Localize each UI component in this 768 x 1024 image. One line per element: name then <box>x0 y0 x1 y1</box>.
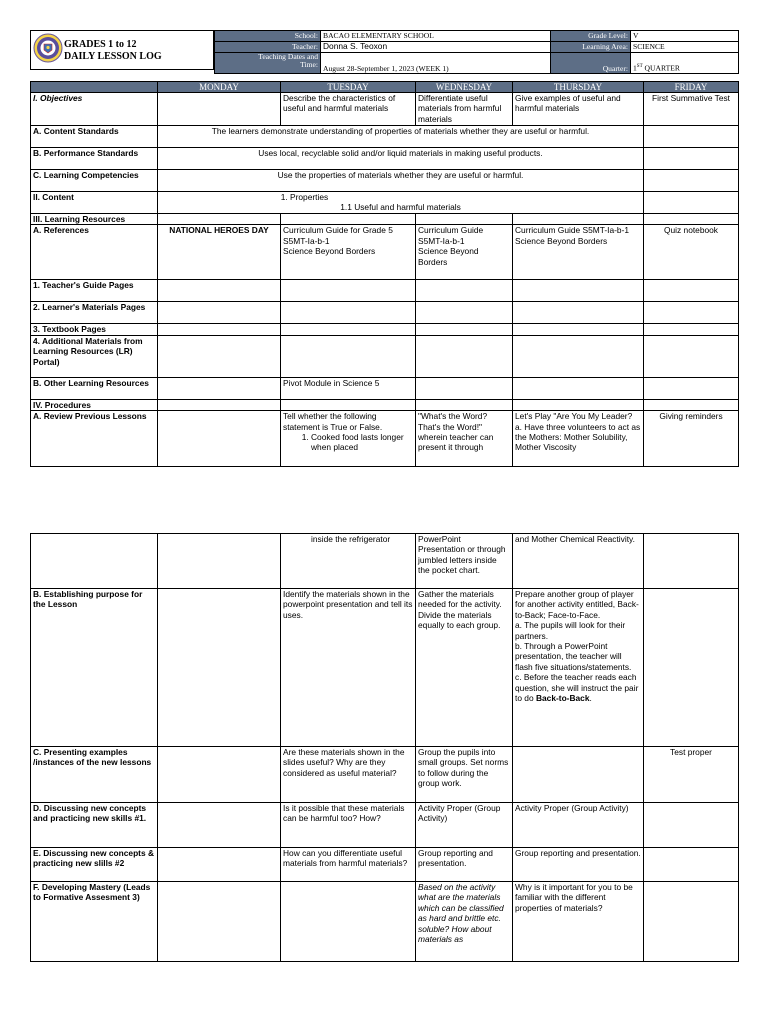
cell-presenting-thu <box>513 747 644 803</box>
cell-disc2-tue: How can you differentiate useful materials from harmful materials? <box>281 848 416 882</box>
cell-content-fri <box>644 192 739 214</box>
row-lm-pages <box>31 302 739 324</box>
label-references: A. References <box>31 225 158 280</box>
cell-other-fri <box>644 377 739 399</box>
cell-disc1-fri <box>644 803 739 848</box>
row-review-continued <box>31 534 739 589</box>
cell-mastery-fri <box>644 882 739 962</box>
cell-disc1-thu: Activity Proper (Group Activity) <box>513 803 644 848</box>
cell-tb-wed <box>416 324 513 335</box>
cell-tg-tue <box>281 280 416 302</box>
cell-other-tue: Pivot Module in Science 5 <box>281 377 416 399</box>
cell-proc-wed <box>416 399 513 410</box>
cell-objectives-thu: Give examples of useful and harmful materials <box>513 93 644 126</box>
cell-references-wed: Curriculum Guide S5MT-Ia-b-1 Science Beyond Borders <box>416 225 513 280</box>
cell-tb-mon <box>158 324 281 335</box>
cell-review-tue <box>281 411 416 467</box>
cell-proc-tue <box>281 399 416 410</box>
content-list <box>260 192 641 202</box>
row-presenting <box>31 747 739 803</box>
cell-resources-mon <box>158 214 281 225</box>
teacher-label: Teacher: <box>215 41 321 52</box>
cell-purpose-thu <box>513 589 644 747</box>
teacher-value: Donna S. Teoxon <box>321 41 551 52</box>
cell-mastery-tue <box>281 882 416 962</box>
row-objectives <box>31 93 739 126</box>
cell-cont-label <box>31 534 158 589</box>
dates-label-line2: Time: <box>300 59 318 69</box>
row-resources <box>31 214 739 225</box>
label-mastery: F. Developing Mastery (Leads to Formative Assesment 3) <box>31 882 158 962</box>
cell-mastery-mon <box>158 882 281 962</box>
label-additional: 4. Additional Materials from Learning Resources (LR) Portal) <box>31 335 158 377</box>
cell-resources-thu <box>513 214 644 225</box>
cell-add-thu <box>513 335 644 377</box>
area-label: Learning Area: <box>551 41 631 52</box>
cell-lm-mon <box>158 302 281 324</box>
cell-purpose-tue: Identify the materials shown in the powerpoint presentation and tell its uses. <box>281 589 416 747</box>
cell-tg-fri <box>644 280 739 302</box>
row-tb-pages <box>31 324 739 335</box>
label-tb-pages: 3. Textbook Pages <box>31 324 158 335</box>
row-review <box>31 411 739 467</box>
cell-mastery-thu: Why is it important for you to be familiar with the different properties of materials? <box>513 882 644 962</box>
label-purpose: B. Establishing purpose for the Lesson <box>31 589 158 747</box>
header-border-box <box>30 30 214 70</box>
row-competencies <box>31 170 739 192</box>
cell-resources-wed <box>416 214 513 225</box>
cell-resources-fri <box>644 214 739 225</box>
cell-cont-wed: PowerPoint Presentation or through jumbled letters inside the pocket chart. <box>416 534 513 589</box>
dates-value: August 28-September 1, 2023 (WEEK 1) <box>321 52 551 73</box>
cell-competencies: Use the properties of materials whether they are useful or harmful. <box>158 170 644 192</box>
cell-proc-mon <box>158 399 281 410</box>
cell-disc1-wed: Activity Proper (Group Activity) <box>416 803 513 848</box>
row-discussing2 <box>31 848 739 882</box>
cell-add-tue <box>281 335 416 377</box>
quarter-sup: ST <box>636 64 643 70</box>
grade-label: Grade Level: <box>551 31 631 42</box>
lesson-log-table-page2 <box>30 533 739 962</box>
cell-tg-wed <box>416 280 513 302</box>
cell-cont-fri <box>644 534 739 589</box>
label-tg-pages: 1. Teacher's Guide Pages <box>31 280 158 302</box>
cell-add-wed <box>416 335 513 377</box>
cell-purpose-wed: Gather the materials needed for the activity. Divide the materials equally to each group. <box>416 589 513 747</box>
cell-other-mon <box>158 377 281 399</box>
cell-performance-fri <box>644 148 739 170</box>
day-header-blank <box>31 82 158 93</box>
content-item: 1. Properties <box>290 192 641 202</box>
label-competencies: C. Learning Competencies <box>31 170 158 192</box>
cell-lm-tue <box>281 302 416 324</box>
day-monday: MONDAY <box>158 82 281 93</box>
label-objectives: I. Objectives <box>31 93 158 126</box>
quarter-text: QUARTER <box>642 63 680 73</box>
cell-other-wed <box>416 377 513 399</box>
cell-objectives-mon <box>158 93 281 126</box>
grade-value: V <box>631 31 739 42</box>
day-header-row <box>31 82 739 93</box>
cell-disc2-mon <box>158 848 281 882</box>
row-references <box>31 225 739 280</box>
row-tg-pages <box>31 280 739 302</box>
area-value: SCIENCE <box>631 41 739 52</box>
cell-presenting-wed: Group the pupils into small groups. Set norms to follow during the group work. <box>416 747 513 803</box>
cell-cont-mon <box>158 534 281 589</box>
cell-add-fri <box>644 335 739 377</box>
row-other <box>31 377 739 399</box>
cell-purpose-mon <box>158 589 281 747</box>
quarter-label: Quarter: <box>551 52 631 73</box>
row-performance <box>31 148 739 170</box>
lesson-log-table-page1 <box>30 81 739 467</box>
cell-performance: Uses local, recyclable solid and/or liquid materials in making useful products. <box>158 148 644 170</box>
review-tue-item: 1. Cooked food lasts longer when placed <box>311 432 413 453</box>
label-procedures: IV. Procedures <box>31 399 158 410</box>
cell-objectives-tue: Describe the characteristics of useful and harmful materials <box>281 93 416 126</box>
cell-tg-thu <box>513 280 644 302</box>
row-content-standards <box>31 126 739 148</box>
cell-content-standards: The learners demonstrate understanding of properties of materials whether they are useful or harmful. <box>158 126 644 148</box>
row-additional <box>31 335 739 377</box>
review-tue-list <box>283 432 413 453</box>
cell-cont-thu: and Mother Chemical Reactivity. <box>513 534 644 589</box>
label-discussing1: D. Discussing new concepts and practicing new skills #1. <box>31 803 158 848</box>
cell-other-thu <box>513 377 644 399</box>
school-value: BACAO ELEMENTARY SCHOOL <box>321 31 551 42</box>
label-lm-pages: 2. Learner's Materials Pages <box>31 302 158 324</box>
cell-tg-mon <box>158 280 281 302</box>
cell-review-thu: Let's Play "Are You My Leader? a. Have three volunteers to act as the Mothers: Mother Solubility, Mother Viscosity <box>513 411 644 467</box>
log-title-line2: DAILY LESSON LOG <box>64 51 162 62</box>
quarter-value <box>631 52 739 73</box>
row-purpose <box>31 589 739 747</box>
cell-resources-tue <box>281 214 416 225</box>
row-mastery <box>31 882 739 962</box>
cell-content-standards-fri <box>644 126 739 148</box>
purpose-thu-end: . <box>589 693 592 704</box>
cell-disc1-mon <box>158 803 281 848</box>
cell-content <box>158 192 644 214</box>
cell-objectives-fri: First Summative Test <box>644 93 739 126</box>
label-content-standards: A. Content Standards <box>31 126 158 148</box>
cell-add-mon <box>158 335 281 377</box>
cell-tb-thu <box>513 324 644 335</box>
cell-lm-wed <box>416 302 513 324</box>
label-other: B. Other Learning Resources <box>31 377 158 399</box>
quarter-num: 1 <box>633 63 637 73</box>
cell-mastery-wed: Based on the activity what are the materials which can be classified as hard and brittle etc. soluble? How about materials as <box>416 882 513 962</box>
cell-review-fri: Giving reminders <box>644 411 739 467</box>
cell-references-mon: NATIONAL HEROES DAY <box>158 225 281 280</box>
label-resources: III. Learning Resources <box>31 214 158 225</box>
cell-lm-thu <box>513 302 644 324</box>
row-discussing1 <box>31 803 739 848</box>
cell-references-thu: Curriculum Guide S5MT-Ia-b-1 Science Beyond Borders <box>513 225 644 280</box>
cell-purpose-fri <box>644 589 739 747</box>
label-presenting: C. Presenting examples /instances of the new lessons <box>31 747 158 803</box>
cell-presenting-mon <box>158 747 281 803</box>
cell-disc2-thu: Group reporting and presentation. <box>513 848 644 882</box>
purpose-thu-text: Prepare another group of player for another activity entitled, Back-to-Back; Face-to-Face. a. The pupils will look for their partners. b. Through a PowerPoint presentation, the teacher will flash five situations/statements. c. Before the teacher reads each question, she will instruct the pair to do <box>515 589 639 704</box>
cell-disc2-fri <box>644 848 739 882</box>
label-content: II. Content <box>31 192 158 214</box>
cell-proc-thu <box>513 399 644 410</box>
cell-references-tue: Curriculum Guide for Grade 5 S5MT-Ia-b-1 Science Beyond Borders <box>281 225 416 280</box>
content-subitem: 1.1 Useful and harmful materials <box>340 202 461 213</box>
cell-objectives-wed: Differentiate useful materials from harmful materials <box>416 93 513 126</box>
cell-proc-fri <box>644 399 739 410</box>
day-wednesday: WEDNESDAY <box>416 82 513 93</box>
cell-presenting-tue: Are these materials shown in the slides useful? Why are they considered as useful material? <box>281 747 416 803</box>
school-label: School: <box>215 31 321 42</box>
cell-lm-fri <box>644 302 739 324</box>
cell-tb-fri <box>644 324 739 335</box>
day-tuesday: TUESDAY <box>281 82 416 93</box>
label-review: A. Review Previous Lessons <box>31 411 158 467</box>
cell-competencies-fri <box>644 170 739 192</box>
label-discussing2: E. Discussing new concepts & practicing new slills #2 <box>31 848 158 882</box>
label-performance: B. Performance Standards <box>31 148 158 170</box>
cell-cont-tue: inside the refrigerator <box>281 534 416 589</box>
day-thursday: THURSDAY <box>513 82 644 93</box>
cell-presenting-fri: Test proper <box>644 747 739 803</box>
review-tue-intro: Tell whether the following statement is True or False. <box>283 411 383 432</box>
log-title-line1: GRADES 1 to 12 <box>64 39 137 50</box>
cell-disc2-wed: Group reporting and presentation. <box>416 848 513 882</box>
info-table <box>214 30 739 74</box>
cell-review-mon <box>158 411 281 467</box>
dates-label <box>215 52 321 73</box>
row-procedures <box>31 399 739 410</box>
cell-review-wed: "What's the Word? That's the Word!" wherein teacher can present it through <box>416 411 513 467</box>
dates-label-line1: Teaching Dates and <box>258 52 318 61</box>
cell-references-fri: Quiz notebook <box>644 225 739 280</box>
cell-tb-tue <box>281 324 416 335</box>
purpose-thu-bold: Back-to-Back <box>535 693 590 704</box>
row-content <box>31 192 739 214</box>
cell-disc1-tue: Is it possible that these materials can be harmful too? How? <box>281 803 416 848</box>
day-friday: FRIDAY <box>644 82 739 93</box>
